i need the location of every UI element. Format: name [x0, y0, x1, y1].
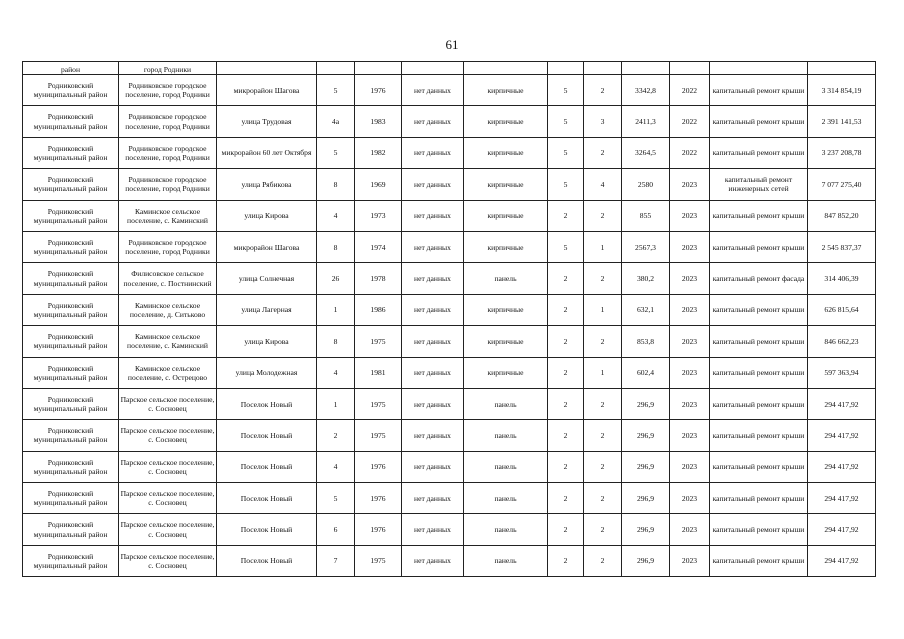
cell-floors: 2: [548, 388, 584, 419]
cell-year-built: 1981: [355, 357, 402, 388]
cell-wall-material: кирпичные: [464, 231, 548, 262]
cell-year-built: 1976: [355, 483, 402, 514]
cell-cost: 294 417,92: [808, 388, 876, 419]
cell-work-type: [710, 62, 808, 75]
cell-street: Поселок Новый: [217, 388, 317, 419]
cell-floors: 2: [548, 514, 584, 545]
cell-wall-data: нет данных: [402, 514, 464, 545]
cell-year-built: 1976: [355, 75, 402, 106]
cell-year-built: 1983: [355, 106, 402, 137]
cell-year-built: 1969: [355, 169, 402, 200]
cell-settlement: Каминское сельское поселение, с. Острецово: [119, 357, 217, 388]
housing-repair-table: [22, 61, 876, 577]
table-row: [23, 106, 876, 137]
table-row: [23, 357, 876, 388]
cell-cost: 847 852,20: [808, 200, 876, 231]
table-row: [23, 451, 876, 482]
table-row: [23, 263, 876, 294]
cell-district: район: [23, 62, 119, 75]
cell-district: Родниковский муниципальный район: [23, 75, 119, 106]
cell-repair-year: 2023: [670, 388, 710, 419]
page-number: 61: [445, 37, 459, 52]
cell-wall-data: нет данных: [402, 388, 464, 419]
cell-repair-year: 2023: [670, 263, 710, 294]
cell-work-type: капитальный ремонт крыши: [710, 326, 808, 357]
cell-year-built: 1976: [355, 514, 402, 545]
cell-settlement: Парское сельское поселение, с. Сосновец: [119, 545, 217, 576]
cell-entrances: 2: [584, 200, 622, 231]
cell-entrances: 1: [584, 231, 622, 262]
cell-cost: 294 417,92: [808, 514, 876, 545]
cell-wall-data: нет данных: [402, 200, 464, 231]
cell-wall-material: кирпичные: [464, 326, 548, 357]
cell-settlement: Каминское сельское поселение, с. Каминский: [119, 200, 217, 231]
cell-work-type: капитальный ремонт крыши: [710, 137, 808, 168]
cell-district: Родниковский муниципальный район: [23, 231, 119, 262]
cell-house-number: 1: [317, 294, 355, 325]
cell-district: Родниковский муниципальный район: [23, 200, 119, 231]
cell-work-type: капитальный ремонт крыши: [710, 294, 808, 325]
cell-work-type: капитальный ремонт крыши: [710, 483, 808, 514]
cell-area: 855: [622, 200, 670, 231]
table-row: [23, 514, 876, 545]
cell-street: улица Кирова: [217, 326, 317, 357]
cell-year-built: [355, 62, 402, 75]
cell-district: Родниковский муниципальный район: [23, 294, 119, 325]
cell-entrances: 2: [584, 545, 622, 576]
cell-cost: 2 391 141,53: [808, 106, 876, 137]
cell-street: микрорайон Шагова: [217, 231, 317, 262]
cell-entrances: 2: [584, 514, 622, 545]
cell-street: улица Рябикова: [217, 169, 317, 200]
cell-area: 853,8: [622, 326, 670, 357]
cell-house-number: 5: [317, 483, 355, 514]
cell-area: 380,2: [622, 263, 670, 294]
cell-repair-year: 2023: [670, 420, 710, 451]
cell-work-type: капитальный ремонт крыши: [710, 545, 808, 576]
cell-area: 296,9: [622, 545, 670, 576]
cell-repair-year: 2022: [670, 75, 710, 106]
cell-repair-year: 2023: [670, 483, 710, 514]
cell-area: 296,9: [622, 451, 670, 482]
cell-year-built: 1974: [355, 231, 402, 262]
cell-floors: 5: [548, 106, 584, 137]
cell-entrances: 2: [584, 263, 622, 294]
cell-settlement: город Родники: [119, 62, 217, 75]
cell-floors: 5: [548, 231, 584, 262]
table-row: [23, 231, 876, 262]
cell-repair-year: 2023: [670, 357, 710, 388]
cell-wall-material: панель: [464, 514, 548, 545]
cell-house-number: 4: [317, 357, 355, 388]
cell-wall-data: нет данных: [402, 106, 464, 137]
cell-wall-data: нет данных: [402, 545, 464, 576]
cell-repair-year: 2023: [670, 451, 710, 482]
cell-wall-data: нет данных: [402, 357, 464, 388]
table-row-continued: [23, 62, 876, 75]
cell-floors: 2: [548, 357, 584, 388]
cell-repair-year: 2023: [670, 514, 710, 545]
cell-work-type: капитальный ремонт крыши: [710, 106, 808, 137]
cell-district: Родниковский муниципальный район: [23, 388, 119, 419]
cell-year-built: 1982: [355, 137, 402, 168]
cell-work-type: капитальный ремонт инженерных сетей: [710, 169, 808, 200]
cell-cost: 294 417,92: [808, 420, 876, 451]
table-row: [23, 545, 876, 576]
cell-street: микрорайон Шагова: [217, 75, 317, 106]
cell-street: улица Лагерная: [217, 294, 317, 325]
cell-work-type: капитальный ремонт крыши: [710, 388, 808, 419]
cell-repair-year: 2023: [670, 231, 710, 262]
cell-wall-data: нет данных: [402, 231, 464, 262]
cell-work-type: капитальный ремонт крыши: [710, 514, 808, 545]
table-row: [23, 294, 876, 325]
cell-street: улица Молодежная: [217, 357, 317, 388]
cell-street: Поселок Новый: [217, 420, 317, 451]
cell-work-type: капитальный ремонт крыши: [710, 75, 808, 106]
cell-repair-year: [670, 62, 710, 75]
cell-wall-data: нет данных: [402, 451, 464, 482]
cell-wall-data: нет данных: [402, 263, 464, 294]
cell-settlement: Родниковское городское поселение, город Родники: [119, 106, 217, 137]
cell-house-number: 5: [317, 137, 355, 168]
cell-work-type: капитальный ремонт фасада: [710, 263, 808, 294]
cell-street: улица Солнечная: [217, 263, 317, 294]
cell-floors: 2: [548, 326, 584, 357]
cell-repair-year: 2023: [670, 294, 710, 325]
table-row: [23, 388, 876, 419]
cell-entrances: 2: [584, 451, 622, 482]
cell-settlement: Родниковское городское поселение, город Родники: [119, 231, 217, 262]
cell-district: Родниковский муниципальный район: [23, 106, 119, 137]
cell-cost: [808, 62, 876, 75]
cell-house-number: [317, 62, 355, 75]
cell-wall-data: [402, 62, 464, 75]
cell-district: Родниковский муниципальный район: [23, 545, 119, 576]
cell-settlement: Каминское сельское поселение, с. Каминский: [119, 326, 217, 357]
cell-repair-year: 2022: [670, 137, 710, 168]
cell-floors: 5: [548, 137, 584, 168]
cell-floors: [548, 62, 584, 75]
cell-settlement: Парское сельское поселение, с. Сосновец: [119, 388, 217, 419]
cell-area: 3342,8: [622, 75, 670, 106]
cell-floors: 2: [548, 294, 584, 325]
cell-house-number: 26: [317, 263, 355, 294]
cell-wall-data: нет данных: [402, 137, 464, 168]
cell-year-built: 1975: [355, 545, 402, 576]
cell-wall-data: нет данных: [402, 483, 464, 514]
table-row: [23, 420, 876, 451]
table-row: [23, 326, 876, 357]
cell-district: Родниковский муниципальный район: [23, 326, 119, 357]
cell-year-built: 1973: [355, 200, 402, 231]
cell-wall-material: кирпичные: [464, 75, 548, 106]
cell-settlement: Парское сельское поселение, с. Сосновец: [119, 483, 217, 514]
cell-entrances: 2: [584, 326, 622, 357]
cell-wall-material: кирпичные: [464, 137, 548, 168]
table-row: [23, 200, 876, 231]
cell-house-number: 8: [317, 326, 355, 357]
cell-street: Поселок Новый: [217, 514, 317, 545]
cell-settlement: Парское сельское поселение, с. Сосновец: [119, 420, 217, 451]
cell-settlement: Филисовское сельское поселение, с. Постнинский: [119, 263, 217, 294]
cell-settlement: Родниковское городское поселение, город Родники: [119, 137, 217, 168]
cell-district: Родниковский муниципальный район: [23, 263, 119, 294]
cell-street: улица Трудовая: [217, 106, 317, 137]
table-row: [23, 75, 876, 106]
cell-house-number: 4: [317, 200, 355, 231]
cell-work-type: капитальный ремонт крыши: [710, 451, 808, 482]
cell-floors: 2: [548, 483, 584, 514]
table-row: [23, 137, 876, 168]
cell-cost: 3 314 854,19: [808, 75, 876, 106]
cell-area: 2567,3: [622, 231, 670, 262]
table-row: [23, 169, 876, 200]
cell-entrances: 2: [584, 137, 622, 168]
cell-area: 2411,3: [622, 106, 670, 137]
cell-repair-year: 2023: [670, 545, 710, 576]
cell-cost: 294 417,92: [808, 483, 876, 514]
cell-district: Родниковский муниципальный район: [23, 420, 119, 451]
cell-area: 296,9: [622, 514, 670, 545]
cell-work-type: капитальный ремонт крыши: [710, 200, 808, 231]
cell-settlement: Родниковское городское поселение, город Родники: [119, 75, 217, 106]
table-row: [23, 483, 876, 514]
cell-wall-material: панель: [464, 388, 548, 419]
cell-district: Родниковский муниципальный район: [23, 357, 119, 388]
cell-settlement: Родниковское городское поселение, город Родники: [119, 169, 217, 200]
cell-repair-year: 2022: [670, 106, 710, 137]
cell-repair-year: 2023: [670, 326, 710, 357]
cell-settlement: Парское сельское поселение, с. Сосновец: [119, 451, 217, 482]
cell-street: улица Кирова: [217, 200, 317, 231]
cell-year-built: 1975: [355, 388, 402, 419]
cell-wall-material: кирпичные: [464, 106, 548, 137]
cell-area: 296,9: [622, 483, 670, 514]
cell-cost: 3 237 208,78: [808, 137, 876, 168]
cell-street: микрорайон 60 лет Октября: [217, 137, 317, 168]
cell-cost: 597 363,94: [808, 357, 876, 388]
cell-area: 632,1: [622, 294, 670, 325]
cell-wall-data: нет данных: [402, 326, 464, 357]
cell-district: Родниковский муниципальный район: [23, 169, 119, 200]
cell-street: Поселок Новый: [217, 483, 317, 514]
cell-wall-material: кирпичные: [464, 169, 548, 200]
cell-house-number: 1: [317, 388, 355, 419]
cell-floors: 5: [548, 169, 584, 200]
cell-house-number: 8: [317, 169, 355, 200]
cell-cost: 7 077 275,40: [808, 169, 876, 200]
cell-floors: 2: [548, 545, 584, 576]
cell-wall-data: нет данных: [402, 294, 464, 325]
cell-wall-material: [464, 62, 548, 75]
cell-entrances: [584, 62, 622, 75]
cell-entrances: 2: [584, 388, 622, 419]
cell-wall-material: панель: [464, 483, 548, 514]
cell-district: Родниковский муниципальный район: [23, 514, 119, 545]
cell-house-number: 5: [317, 75, 355, 106]
cell-street: Поселок Новый: [217, 451, 317, 482]
cell-entrances: 2: [584, 75, 622, 106]
cell-year-built: 1986: [355, 294, 402, 325]
cell-area: 602,4: [622, 357, 670, 388]
cell-work-type: капитальный ремонт крыши: [710, 420, 808, 451]
cell-floors: 2: [548, 263, 584, 294]
cell-settlement: Парское сельское поселение, с. Сосновец: [119, 514, 217, 545]
cell-area: 296,9: [622, 420, 670, 451]
cell-house-number: 8: [317, 231, 355, 262]
cell-entrances: 3: [584, 106, 622, 137]
cell-wall-data: нет данных: [402, 169, 464, 200]
cell-wall-data: нет данных: [402, 420, 464, 451]
cell-floors: 2: [548, 200, 584, 231]
cell-year-built: 1978: [355, 263, 402, 294]
cell-house-number: 7: [317, 545, 355, 576]
cell-work-type: капитальный ремонт крыши: [710, 357, 808, 388]
cell-wall-material: панель: [464, 420, 548, 451]
cell-cost: 294 417,92: [808, 451, 876, 482]
cell-year-built: 1975: [355, 326, 402, 357]
cell-wall-material: панель: [464, 545, 548, 576]
cell-entrances: 1: [584, 357, 622, 388]
cell-wall-material: панель: [464, 263, 548, 294]
cell-house-number: 2: [317, 420, 355, 451]
cell-area: [622, 62, 670, 75]
cell-repair-year: 2023: [670, 200, 710, 231]
cell-district: Родниковский муниципальный район: [23, 483, 119, 514]
cell-district: Родниковский муниципальный район: [23, 137, 119, 168]
cell-floors: 5: [548, 75, 584, 106]
cell-floors: 2: [548, 420, 584, 451]
cell-cost: 294 417,92: [808, 545, 876, 576]
cell-settlement: Каминское сельское поселение, д. Ситьково: [119, 294, 217, 325]
cell-entrances: 2: [584, 420, 622, 451]
cell-floors: 2: [548, 451, 584, 482]
cell-entrances: 1: [584, 294, 622, 325]
cell-area: 2580: [622, 169, 670, 200]
cell-work-type: капитальный ремонт крыши: [710, 231, 808, 262]
cell-cost: 2 545 837,37: [808, 231, 876, 262]
cell-wall-material: панель: [464, 451, 548, 482]
cell-wall-material: кирпичные: [464, 357, 548, 388]
cell-entrances: 4: [584, 169, 622, 200]
cell-house-number: 4а: [317, 106, 355, 137]
cell-area: 296,9: [622, 388, 670, 419]
cell-year-built: 1975: [355, 420, 402, 451]
cell-cost: 846 662,23: [808, 326, 876, 357]
cell-wall-data: нет данных: [402, 75, 464, 106]
cell-area: 3264,5: [622, 137, 670, 168]
cell-wall-material: кирпичные: [464, 294, 548, 325]
cell-repair-year: 2023: [670, 169, 710, 200]
cell-house-number: 4: [317, 451, 355, 482]
cell-cost: 626 815,64: [808, 294, 876, 325]
cell-district: Родниковский муниципальный район: [23, 451, 119, 482]
cell-cost: 314 406,39: [808, 263, 876, 294]
cell-year-built: 1976: [355, 451, 402, 482]
cell-street: Поселок Новый: [217, 545, 317, 576]
cell-house-number: 6: [317, 514, 355, 545]
cell-wall-material: кирпичные: [464, 200, 548, 231]
cell-street: [217, 62, 317, 75]
cell-entrances: 2: [584, 483, 622, 514]
